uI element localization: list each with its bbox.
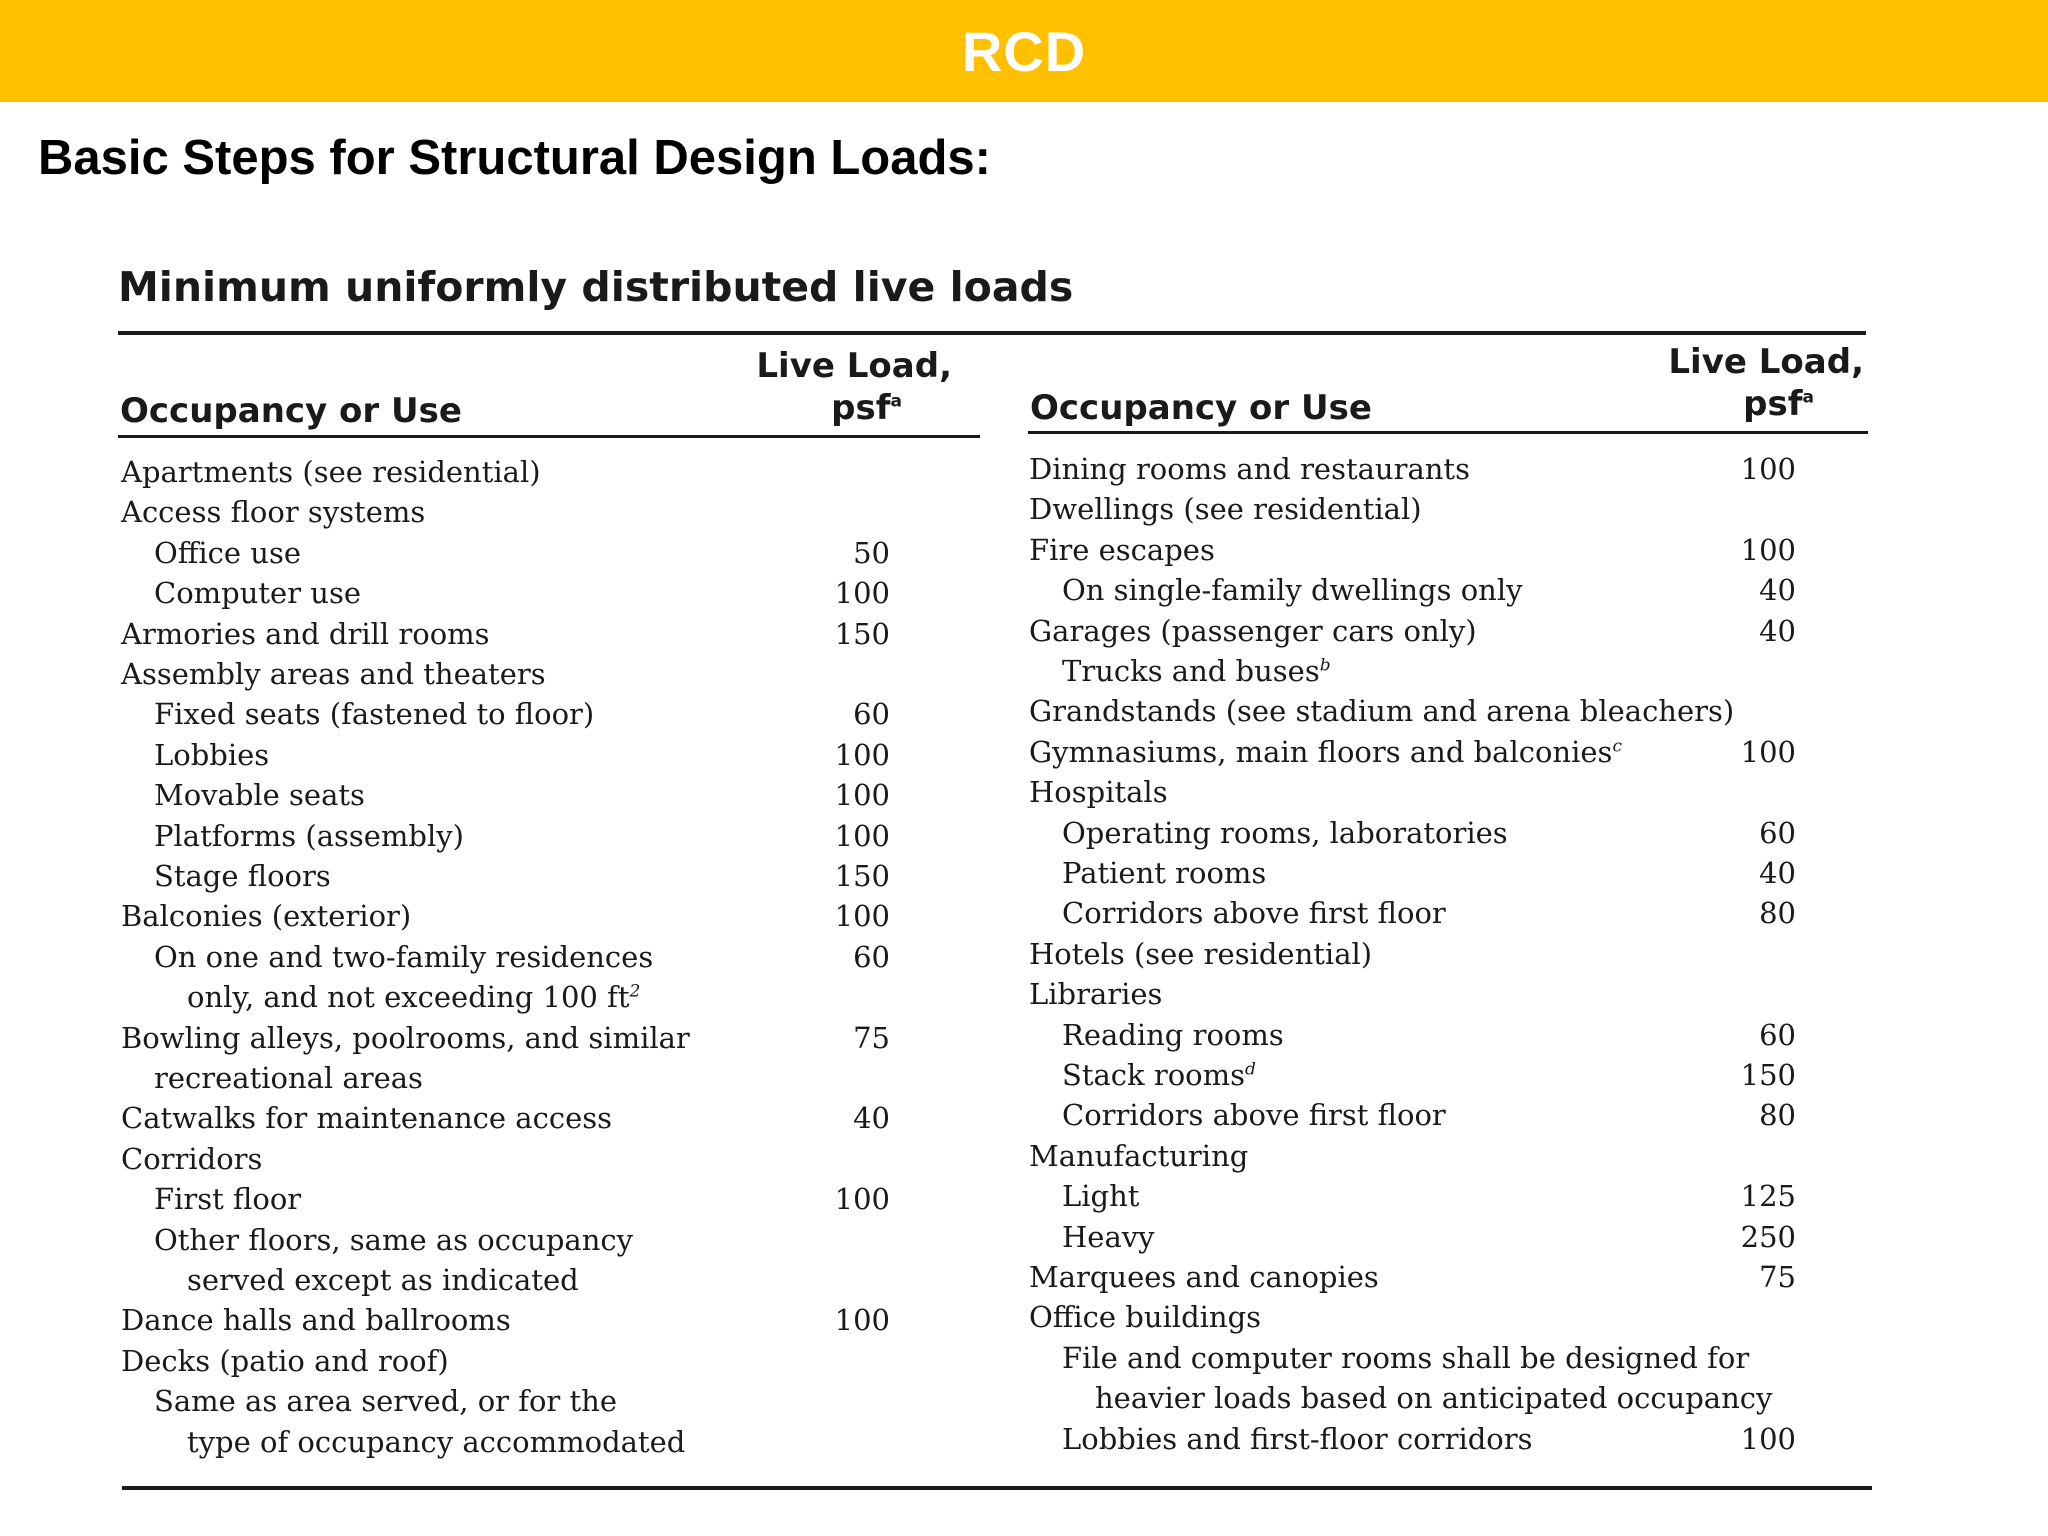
row-value: 80 (1759, 896, 1796, 931)
row-label: Trucks and buses$^b$ (1062, 654, 1331, 688)
table-caption: Minimum uniformly distributed live loads (118, 263, 1074, 311)
header-load-line1: Live Load, (756, 346, 952, 386)
row-label: Office buildings (1029, 1300, 1262, 1335)
row-label: Balconies (exterior) (121, 899, 412, 934)
row-label: Stage floors (154, 859, 331, 893)
row-label: Corridors above first floor (1062, 1098, 1446, 1133)
header-load-line1: Live Load, (1668, 342, 1864, 382)
row-label: Libraries (1029, 977, 1163, 1012)
row-value: 100 (834, 737, 890, 772)
row-value: 75 (853, 1020, 890, 1055)
table-row (0, 853, 2048, 893)
header-use-right: Occupancy or Use (1030, 388, 1372, 428)
row-label: Reading rooms (1062, 1017, 1284, 1052)
header-use-left: Occupancy or Use (120, 391, 462, 431)
row-label: Manufacturing (1029, 1138, 1249, 1173)
row-value: 100 (834, 899, 890, 934)
row-label: Operating rooms, laboratories (1062, 815, 1508, 850)
row-label: Access floor systems (121, 495, 426, 530)
row-value: 100 (1740, 452, 1796, 486)
table-row (0, 732, 2048, 772)
row-label: heavier loads based on anticipated occupancy (1095, 1381, 1773, 1416)
row-label: Dance halls and ballrooms (121, 1303, 511, 1338)
row-label: Apartments (see residential) (121, 455, 541, 489)
footnote-marker: 2 (629, 981, 641, 1002)
row-value: 75 (1759, 1260, 1796, 1294)
row-value: 40 (1759, 856, 1796, 890)
table-row (0, 1217, 2048, 1257)
row-value: 60 (1759, 815, 1796, 850)
row-value: 60 (853, 697, 890, 732)
row-label: Office use (154, 535, 301, 570)
row-label: Computer use (154, 576, 362, 611)
row-label: Light (1062, 1179, 1140, 1214)
row-value: 100 (834, 778, 890, 813)
row-value: 40 (1759, 613, 1796, 648)
row-label: Patient rooms (1062, 856, 1267, 890)
table-row (0, 691, 2048, 731)
footnote-marker: c (1612, 736, 1622, 757)
header-load-left (700, 345, 952, 429)
table-row (0, 1378, 2048, 1418)
row-value: 150 (834, 616, 890, 651)
row-value: 100 (834, 1182, 890, 1217)
row-label: Bowling alleys, poolrooms, and similar (121, 1020, 690, 1055)
row-value: 100 (1740, 1421, 1796, 1456)
table-row (0, 1338, 2048, 1378)
table-row (0, 1297, 2048, 1337)
row-label: recreational areas (154, 1061, 423, 1095)
header-rule-left (118, 435, 980, 438)
table-row (0, 1257, 2048, 1297)
footnote-marker: d (1245, 1059, 1256, 1080)
header-load-line2: psf$^a$ (1743, 384, 1814, 424)
row-label: Movable seats (154, 778, 365, 813)
table-row (0, 489, 2048, 529)
row-value: 250 (1740, 1219, 1796, 1254)
row-label: type of occupancy accommodated (187, 1424, 686, 1459)
row-label: Fixed seats (fastened to floor) (154, 697, 595, 732)
table-row (0, 530, 2048, 570)
row-value: 40 (1759, 573, 1796, 608)
row-value: 60 (853, 939, 890, 974)
header-load-right (1612, 341, 1864, 425)
table-row (0, 1095, 2048, 1135)
row-label: Catwalks for maintenance access (121, 1101, 612, 1136)
table-row (0, 974, 2048, 1014)
row-value: 50 (853, 535, 890, 570)
bottom-rule (122, 1486, 1872, 1490)
table-row (0, 449, 2048, 489)
slide-title: Basic Steps for Structural Design Loads: (38, 131, 991, 185)
row-label: On single-family dwellings only (1062, 573, 1523, 608)
table-row (0, 1419, 2048, 1459)
row-value: 100 (1740, 532, 1796, 567)
header-load-line2: psf$^a$ (831, 388, 902, 428)
row-label: Fire escapes (1029, 532, 1215, 567)
row-label: Grandstands (see stadium and arena bleachers) (1029, 694, 1735, 729)
row-label: Hotels (see residential) (1029, 936, 1373, 971)
row-label: File and computer rooms shall be designed for (1062, 1340, 1750, 1375)
row-label: Lobbies and first-floor corridors (1062, 1421, 1533, 1456)
row-label: Dwellings (see residential) (1029, 492, 1422, 527)
row-label: Assembly areas and theaters (121, 657, 546, 691)
row-label: Garages (passenger cars only) (1029, 613, 1477, 648)
table-row (0, 1176, 2048, 1216)
row-label: Corridors (121, 1141, 263, 1176)
row-label: Dining rooms and restaurants (1029, 452, 1470, 486)
row-label: Platforms (assembly) (154, 818, 464, 853)
row-value: 150 (1740, 1058, 1796, 1092)
row-label: Heavy (1062, 1219, 1155, 1254)
table-row (0, 1136, 2048, 1176)
row-label: On one and two-family residences (154, 939, 654, 974)
table-row (0, 1015, 2048, 1055)
row-label: Decks (patio and roof) (121, 1343, 449, 1378)
row-value: 60 (1759, 1017, 1796, 1052)
table-row (0, 772, 2048, 812)
top-rule (118, 331, 1866, 335)
row-label: only, and not exceeding 100 $ft^2$ (187, 980, 641, 1015)
row-label: served except as indicated (187, 1263, 579, 1297)
row-label: Other floors, same as occupancy (154, 1222, 634, 1257)
table-row (0, 570, 2048, 610)
row-value: 150 (834, 859, 890, 893)
row-label: Hospitals (1029, 775, 1168, 810)
row-label: Lobbies (154, 737, 270, 772)
row-value: 125 (1740, 1179, 1796, 1214)
row-label: Gymnasiums, main floors and balconies$^c$ (1029, 734, 1622, 769)
row-value: 100 (834, 1303, 890, 1338)
footnote-marker: b (1319, 655, 1331, 676)
row-label: Same as area served, or for the (154, 1384, 618, 1419)
row-value: 100 (834, 818, 890, 853)
table-row (0, 1055, 2048, 1095)
table-row (0, 934, 2048, 974)
row-label: Stack rooms$^d$ (1062, 1058, 1256, 1092)
row-label: First floor (154, 1182, 302, 1217)
row-label: Corridors above first floor (1062, 896, 1446, 931)
row-label: Marquees and canopies (1029, 1260, 1379, 1294)
row-label: Armories and drill rooms (121, 616, 490, 651)
table-row (0, 611, 2048, 651)
row-value: 80 (1759, 1098, 1796, 1133)
row-value: 100 (1740, 734, 1796, 769)
header-rule-right (1028, 431, 1868, 434)
row-value: 40 (853, 1101, 890, 1136)
table-row (0, 651, 2048, 691)
table-row (0, 813, 2048, 853)
row-value: 100 (834, 576, 890, 611)
banner-title: RCD (961, 19, 1087, 83)
table-row (0, 893, 2048, 933)
